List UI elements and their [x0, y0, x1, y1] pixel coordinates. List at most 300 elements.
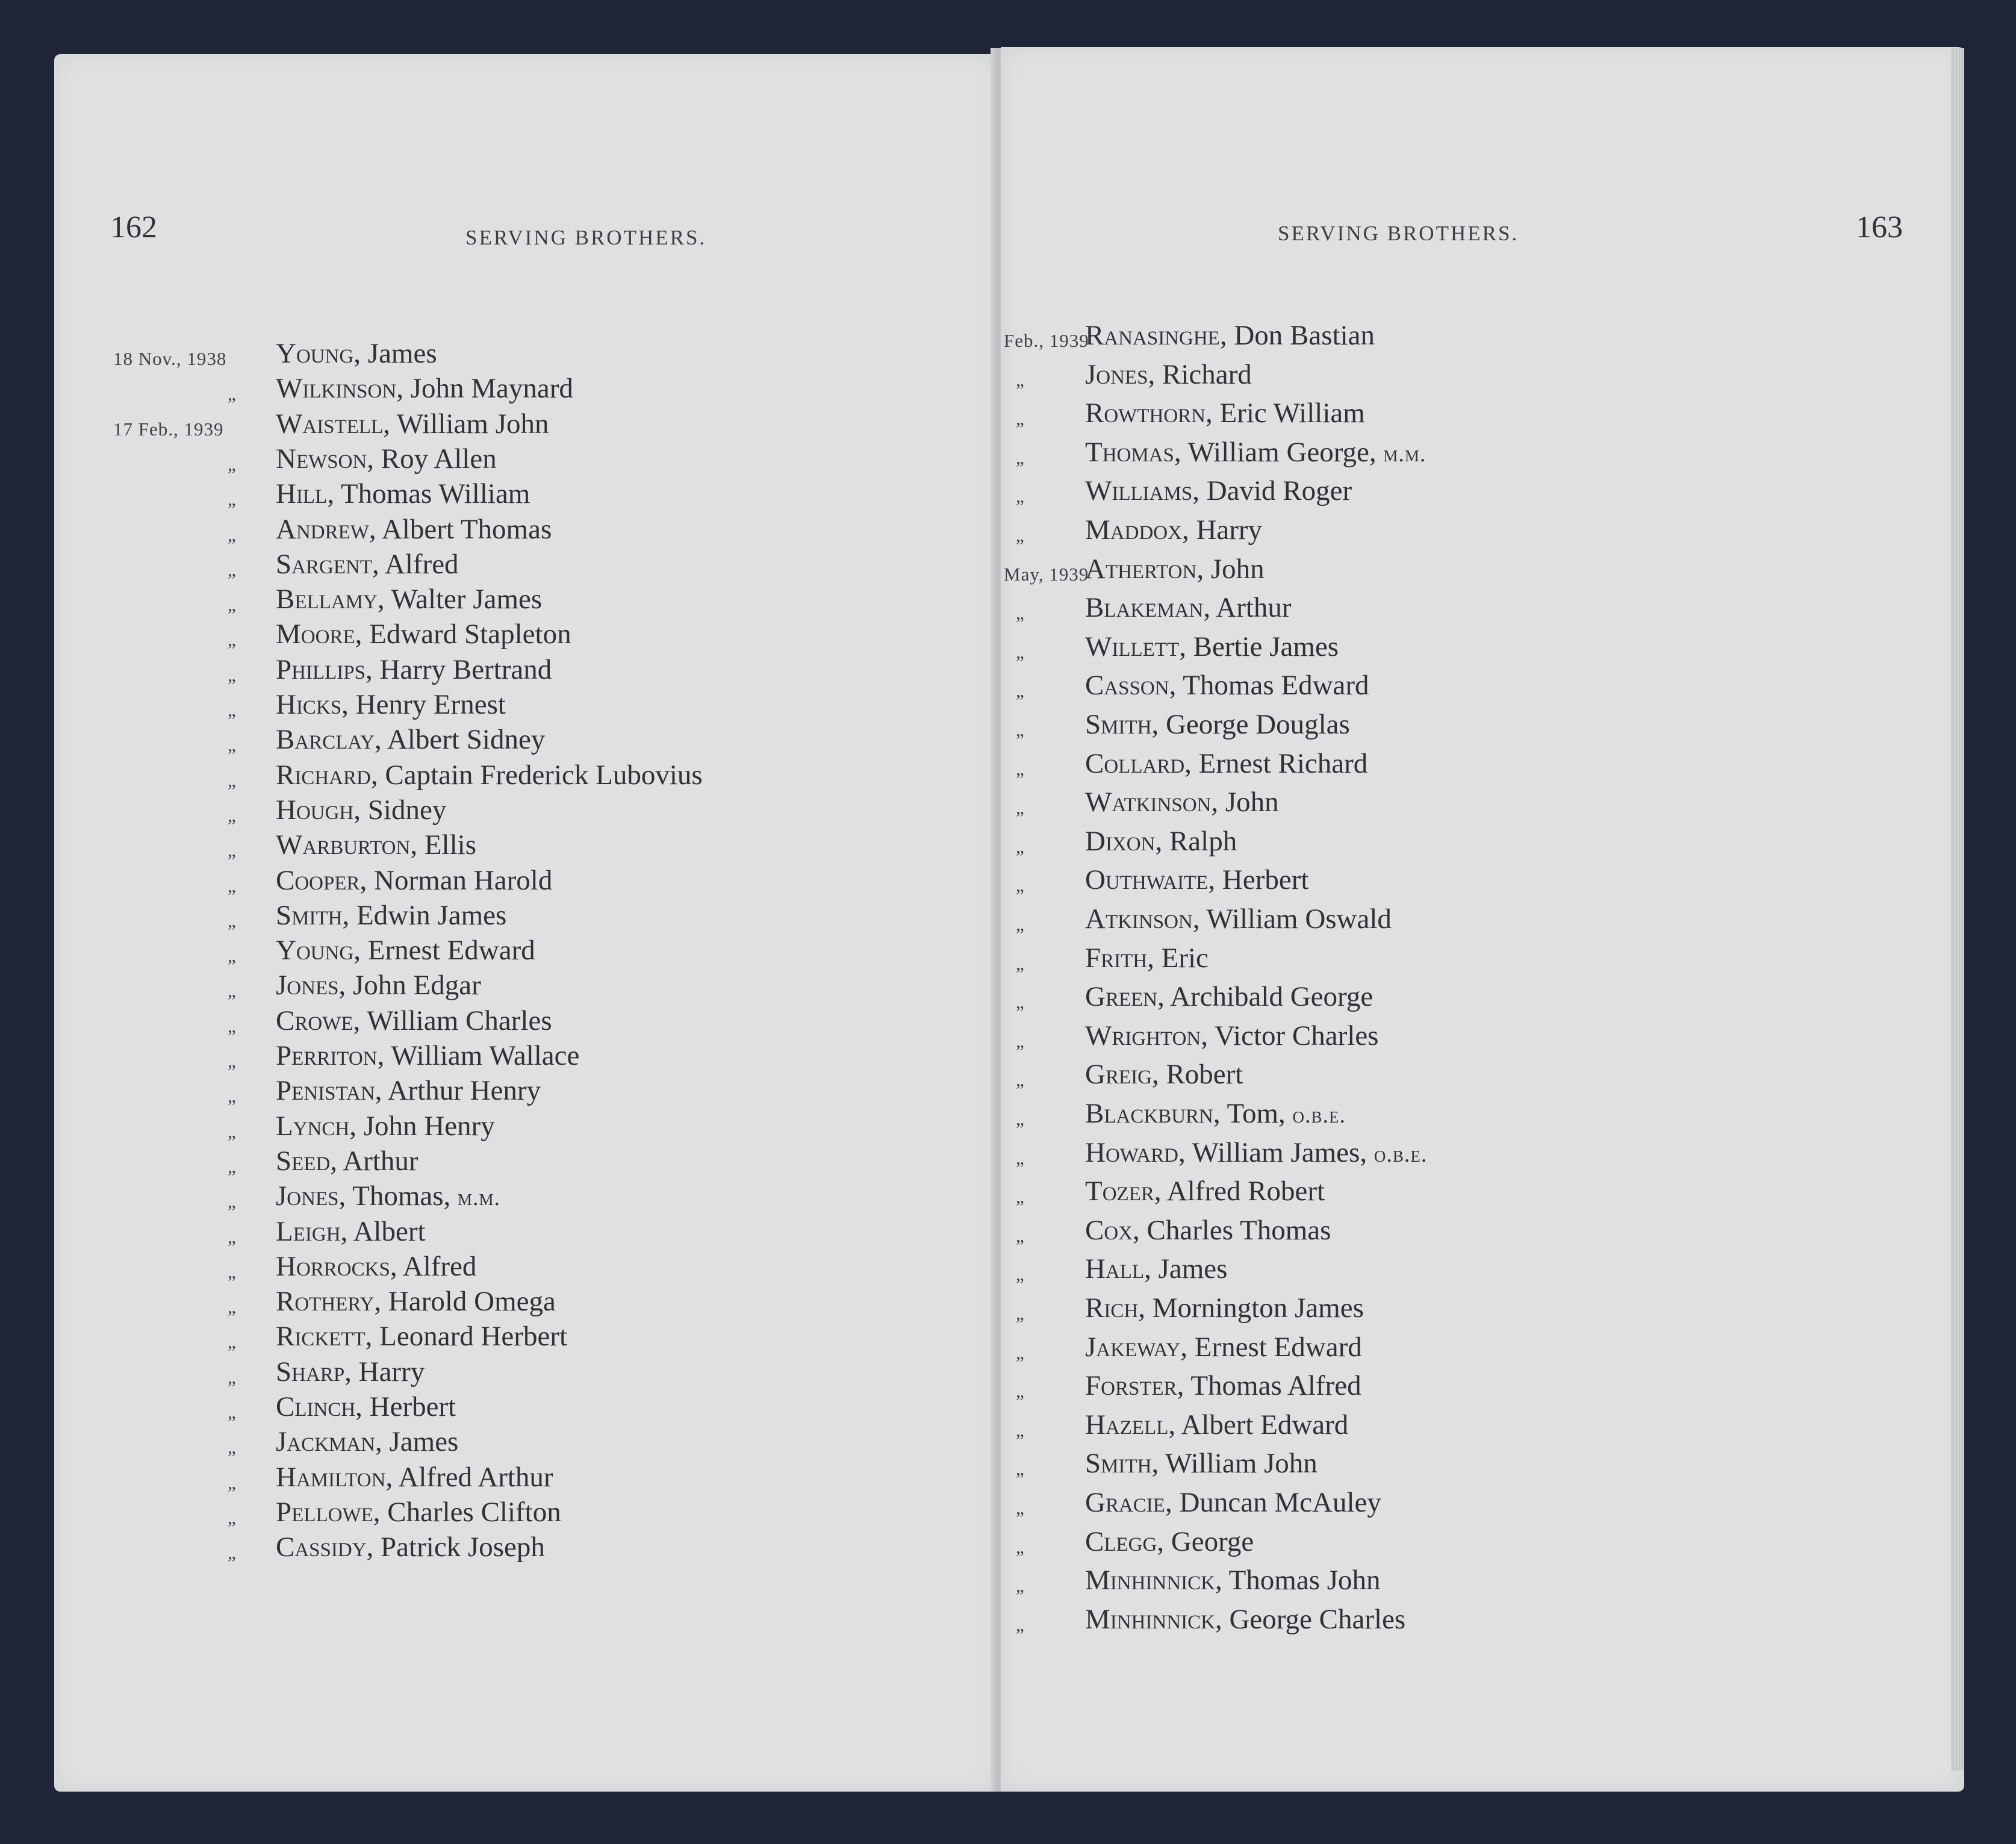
entry-surname: Hall	[1085, 1253, 1145, 1285]
entry-surname: Moore	[276, 618, 355, 650]
entry-given-names: Ralph	[1169, 825, 1237, 857]
entry-surname: Perriton	[276, 1040, 378, 1071]
entry-separator: ,	[1201, 1020, 1215, 1051]
entry-date: „	[228, 1542, 237, 1563]
entry-surname: Hill	[276, 478, 328, 510]
entry-given-names: James	[389, 1426, 459, 1458]
entry-date: „	[1016, 641, 1025, 662]
entry-date: „	[228, 1260, 237, 1282]
entry-separator: ,	[374, 1286, 388, 1318]
entry-date: „	[228, 909, 237, 931]
entry-given-names: George Douglas	[1165, 709, 1350, 740]
entry-given-names: Mornington James	[1152, 1292, 1364, 1324]
entry-name	[1085, 942, 1209, 974]
entry-name	[276, 1461, 553, 1494]
entry-surname: Gracie	[1085, 1487, 1165, 1518]
entry-given-names: Patrick Joseph	[381, 1531, 545, 1563]
entry-given-names: Bertie James	[1193, 631, 1339, 662]
entry-name	[1085, 1058, 1243, 1091]
entry-separator: ,	[355, 618, 370, 650]
entry-date: „	[1016, 602, 1025, 624]
entry-given-names: Archibald George	[1170, 981, 1374, 1013]
entry-date: „	[228, 769, 237, 791]
entry-surname: Maddox	[1085, 514, 1182, 546]
entry-name	[276, 1531, 545, 1563]
entry-name	[1085, 747, 1367, 780]
entry-surname: Collard	[1085, 747, 1185, 779]
entry-separator: ,	[1206, 397, 1220, 429]
entry-surname: Williams	[1085, 475, 1193, 507]
entry-separator: ,	[1174, 436, 1188, 468]
entry-given-names: Victor Charles	[1214, 1020, 1379, 1051]
entry-separator: ,	[327, 478, 341, 510]
entry-name	[1085, 1486, 1381, 1519]
page-number: 162	[110, 210, 157, 245]
entry-name	[1085, 475, 1352, 507]
entry-name	[276, 759, 703, 791]
entry-date: „	[1016, 1069, 1025, 1091]
entry-surname: Richard	[276, 759, 371, 791]
entry-date: „	[1016, 1419, 1025, 1441]
entry-given-names: Ellis	[424, 829, 476, 861]
entry-date: „	[228, 980, 237, 1001]
entry-given-names: William John	[1165, 1448, 1318, 1480]
entry-name	[1085, 1409, 1348, 1441]
entry-date: „	[228, 1226, 237, 1247]
entry-name	[276, 864, 552, 897]
entry-surname: Minhinnick	[1085, 1603, 1215, 1635]
entry-name	[1085, 397, 1365, 429]
entry-given-names: Eric William	[1219, 397, 1365, 429]
entry-given-names: David Roger	[1206, 475, 1352, 507]
entry-honour-space	[1286, 1098, 1293, 1129]
entry-given-names: James	[367, 338, 437, 369]
entry-given-names: Tom,	[1227, 1098, 1286, 1129]
entry-date: „	[1016, 485, 1025, 507]
entry-separator: ,	[367, 443, 381, 475]
entry-name	[276, 1005, 552, 1037]
entry-date: „	[228, 453, 237, 475]
entry-date: „	[1016, 719, 1025, 740]
entry-given-names: John	[1225, 787, 1279, 818]
entry-surname: Tozer	[1085, 1176, 1154, 1207]
entry-separator: ,	[1144, 1253, 1159, 1285]
entry-date: „	[228, 558, 237, 580]
entry-given-names: Walter James	[391, 584, 543, 615]
entry-date: „	[228, 629, 237, 650]
entry-date: „	[228, 594, 237, 615]
entry-date: „	[1016, 991, 1025, 1013]
entry-surname: Penistan	[276, 1075, 375, 1107]
entry-name	[276, 1496, 561, 1528]
entry-honour-space	[1367, 1137, 1374, 1168]
entry-name	[1085, 631, 1339, 663]
entry-honour: o.b.e.	[1374, 1141, 1428, 1167]
entry-date: „	[228, 664, 237, 685]
entry-separator: ,	[1179, 631, 1193, 662]
entry-surname: Waistell	[276, 408, 384, 440]
entry-surname: Bellamy	[276, 584, 378, 615]
entry-given-names: Harry	[1196, 514, 1263, 546]
entry-surname: Jackman	[276, 1426, 375, 1458]
entry-separator: ,	[1196, 553, 1211, 585]
entry-surname: Cassidy	[276, 1531, 367, 1563]
entry-date: „	[1016, 1147, 1025, 1168]
entry-name	[276, 934, 535, 967]
entry-given-names: Arthur	[343, 1145, 418, 1177]
entry-separator: ,	[375, 1075, 388, 1107]
entry-surname: Crowe	[276, 1005, 353, 1036]
entry-name	[276, 1215, 426, 1248]
entry-name	[1085, 1097, 1346, 1130]
entry-date: „	[1016, 525, 1025, 546]
entry-surname: Rickett	[276, 1321, 366, 1353]
entry-separator: ,	[340, 1215, 353, 1247]
entry-name	[1085, 1214, 1331, 1247]
entry-given-names: Robert	[1166, 1059, 1243, 1091]
entry-given-names: William George,	[1187, 436, 1377, 468]
entry-given-names: Leonard Herbert	[379, 1321, 568, 1353]
entry-surname: Newson	[276, 443, 367, 475]
entry-name	[276, 408, 549, 440]
entry-name	[1085, 319, 1375, 352]
entry-surname: Blakeman	[1085, 592, 1204, 624]
entry-separator: ,	[1211, 787, 1225, 818]
entry-given-names: Alfred	[402, 1250, 477, 1282]
entry-separator: ,	[365, 1321, 380, 1353]
entry-surname: Rowthorn	[1085, 397, 1206, 429]
entry-separator: ,	[1192, 475, 1207, 507]
entry-separator: ,	[349, 1110, 364, 1142]
entry-date: „	[228, 734, 237, 756]
entry-given-names: William Wallace	[391, 1040, 580, 1071]
entry-separator: ,	[372, 548, 385, 580]
entry-honour-space	[450, 1180, 458, 1212]
entry-name	[1085, 786, 1279, 818]
entry-name	[276, 1425, 458, 1458]
entry-separator: ,	[1157, 1525, 1171, 1557]
entry-name	[1085, 864, 1308, 896]
entry-given-names: Thomas Alfred	[1190, 1370, 1361, 1402]
entry-surname: Wrighton	[1085, 1020, 1201, 1051]
entry-date: „	[228, 523, 237, 545]
entry-given-names: George Charles	[1229, 1603, 1406, 1635]
entry-name	[276, 1145, 418, 1177]
entry-name	[276, 583, 542, 615]
entry-name	[276, 1110, 495, 1142]
entry-surname: Jakeway	[1085, 1331, 1181, 1363]
entry-date: „	[1016, 446, 1025, 468]
entry-separator: ,	[1215, 1565, 1229, 1596]
entry-date: „	[228, 1366, 237, 1388]
entry-name	[1085, 1292, 1364, 1324]
entry-surname: Frith	[1085, 942, 1148, 974]
entry-given-names: Harry	[358, 1356, 425, 1388]
entry-name	[276, 899, 506, 932]
entry-date: „	[228, 1471, 237, 1493]
entry-surname: Sargent	[276, 548, 372, 580]
entry-separator: ,	[383, 408, 397, 440]
entry-date: „	[228, 804, 237, 826]
entry-separator: ,	[353, 1005, 367, 1036]
entry-surname: Thomas	[1085, 436, 1174, 468]
entry-given-names: Richard	[1162, 358, 1252, 390]
entry-separator: ,	[1148, 358, 1162, 390]
entry-separator: ,	[1138, 1292, 1153, 1324]
entry-given-names: Roy Allen	[381, 443, 497, 475]
entry-surname: Howard	[1085, 1136, 1178, 1168]
entry-given-names: Harry Bertrand	[379, 653, 552, 685]
entry-given-names: William Oswald	[1206, 903, 1392, 935]
entry-name	[276, 653, 552, 686]
entry-name	[1085, 591, 1292, 624]
entry-separator: ,	[338, 1180, 353, 1212]
entry-date: „	[228, 1155, 237, 1177]
entry-date: „	[228, 488, 237, 510]
entry-given-names: Ernest Richard	[1198, 747, 1368, 779]
entry-date: Feb., 1939	[1004, 330, 1089, 351]
entry-date: „	[228, 383, 237, 405]
entry-surname: Green	[1085, 981, 1158, 1013]
entry-given-names: William John	[396, 408, 549, 440]
entry-date: „	[1016, 369, 1025, 390]
entry-date: „	[1016, 1497, 1025, 1518]
entry-surname: Jones	[276, 970, 339, 1001]
entry-separator: ,	[375, 724, 387, 756]
entry-name	[1085, 436, 1426, 469]
entry-separator: ,	[342, 899, 356, 931]
entry-name	[276, 618, 571, 650]
entry-separator: ,	[338, 970, 353, 1001]
entry-date: „	[1016, 1030, 1025, 1051]
entry-given-names: Duncan McAuley	[1179, 1487, 1381, 1518]
entry-given-names: Ernest Edward	[367, 935, 535, 967]
entry-surname: Rich	[1085, 1292, 1139, 1324]
entry-surname: Dixon	[1085, 825, 1156, 857]
entry-given-names: John	[1210, 553, 1265, 585]
entry-date: „	[1016, 758, 1025, 779]
entry-date: „	[228, 1296, 237, 1318]
entry-date: „	[228, 1401, 237, 1422]
entry-name	[276, 443, 497, 475]
entry-separator: ,	[1147, 942, 1162, 974]
entry-given-names: Norman Harold	[374, 864, 553, 896]
entry-date: „	[228, 1191, 237, 1212]
entry-surname: Seed	[276, 1145, 331, 1177]
entry-date: „	[228, 874, 237, 896]
entry-separator: ,	[1178, 1136, 1192, 1168]
page-edges	[1951, 48, 1964, 1771]
entry-name	[276, 1180, 500, 1212]
entry-given-names: Eric	[1161, 942, 1209, 974]
entry-honour-space	[1377, 437, 1384, 468]
entry-surname: Clegg	[1085, 1525, 1157, 1557]
entry-given-names: Captain Frederick Lubovius	[385, 759, 703, 791]
entry-separator: ,	[375, 1426, 390, 1458]
entry-given-names: Thomas William	[340, 478, 530, 510]
entry-separator: ,	[1151, 1059, 1166, 1091]
entry-name	[1085, 669, 1369, 702]
left-page	[54, 54, 998, 1792]
entry-separator: ,	[341, 689, 356, 720]
entry-separator: ,	[344, 1356, 359, 1388]
entry-name	[276, 1250, 476, 1283]
entry-surname: Hamilton	[276, 1461, 386, 1493]
entry-date: „	[1016, 1575, 1025, 1596]
running-head: SERVING BROTHERS.	[1278, 222, 1519, 245]
entry-date: „	[228, 1331, 237, 1353]
entry-given-names: John Maynard	[410, 373, 573, 405]
entry-surname: Ranasinghe	[1085, 320, 1220, 351]
entry-name	[276, 372, 573, 405]
entry-name	[1085, 1525, 1254, 1558]
entry-date: „	[228, 839, 237, 861]
entry-honour: o.b.e.	[1292, 1103, 1346, 1128]
entry-separator: ,	[1133, 1214, 1147, 1246]
entry-date: „	[228, 1050, 237, 1071]
entry-separator: ,	[1155, 825, 1169, 857]
entry-given-names: Edward Stapleton	[369, 618, 571, 650]
entry-given-names: Thomas John	[1228, 1565, 1381, 1596]
entry-date: May, 1939	[1004, 563, 1089, 585]
entry-date: „	[1016, 1224, 1025, 1246]
entry-honour: m.m.	[1383, 441, 1426, 467]
entry-name	[1085, 514, 1262, 546]
entry-surname: Leigh	[276, 1215, 341, 1247]
entry-surname: Cooper	[276, 864, 360, 896]
entry-surname: Jones	[1085, 358, 1148, 390]
entry-name	[1085, 1253, 1227, 1285]
entry-name	[1085, 980, 1373, 1013]
entry-surname: Smith	[1085, 709, 1152, 740]
entry-given-names: Albert	[353, 1215, 426, 1247]
entry-given-names: Thomas,	[352, 1180, 451, 1212]
right-page	[1001, 47, 1964, 1792]
entry-date: „	[1016, 408, 1025, 429]
entry-date: 17 Feb., 1939	[113, 418, 224, 440]
entry-separator: ,	[410, 829, 425, 861]
entry-separator: ,	[1215, 1603, 1230, 1635]
entry-honour: m.m.	[458, 1185, 501, 1211]
entry-separator: ,	[1165, 1487, 1180, 1518]
entry-surname: Atherton	[1085, 553, 1197, 585]
entry-surname: Young	[276, 935, 354, 967]
entry-date: „	[228, 945, 237, 967]
entry-separator: ,	[1181, 514, 1196, 546]
entry-separator: ,	[353, 338, 368, 369]
running-head: SERVING BROTHERS.	[465, 226, 707, 249]
entry-given-names: Henry Ernest	[355, 689, 506, 720]
entry-name	[1085, 1564, 1381, 1596]
entry-name	[276, 794, 446, 826]
entry-given-names: William James,	[1192, 1136, 1367, 1168]
entry-date: „	[1016, 797, 1025, 818]
entry-separator: ,	[1203, 592, 1216, 624]
entry-name	[1085, 708, 1350, 741]
entry-surname: Willett	[1085, 631, 1180, 662]
entry-date: „	[1016, 1108, 1025, 1129]
entry-name	[276, 337, 437, 370]
entry-date: „	[228, 1085, 237, 1107]
entry-surname: Young	[276, 338, 354, 369]
entry-surname: Horrocks	[276, 1250, 390, 1282]
entry-surname: Barclay	[276, 724, 375, 756]
entry-name	[276, 829, 476, 861]
entry-separator: ,	[1213, 1098, 1227, 1129]
entry-surname: Clinch	[276, 1391, 356, 1422]
entry-given-names: Edwin James	[356, 899, 507, 931]
entry-separator: ,	[396, 373, 411, 405]
entry-given-names: Arthur	[1216, 592, 1292, 624]
entry-separator: ,	[1168, 1409, 1181, 1441]
entry-separator: ,	[377, 1040, 391, 1071]
entry-given-names: Ernest Edward	[1194, 1331, 1362, 1363]
entry-surname: Rothery	[276, 1286, 375, 1318]
entry-surname: Hicks	[276, 689, 342, 720]
entry-separator: ,	[1157, 981, 1171, 1013]
entry-surname: Forster	[1085, 1370, 1177, 1402]
entry-surname: Cox	[1085, 1214, 1133, 1246]
entry-surname: Phillips	[276, 653, 366, 685]
entry-date: „	[1016, 1303, 1025, 1324]
entry-name	[1085, 1447, 1318, 1480]
entry-surname: Sharp	[276, 1356, 345, 1388]
entry-surname: Lynch	[276, 1110, 350, 1142]
entry-date: „	[1016, 680, 1025, 702]
entry-surname: Andrew	[276, 513, 369, 545]
entry-given-names: Arthur Henry	[387, 1075, 541, 1107]
entry-surname: Outhwaite	[1085, 864, 1209, 896]
entry-name	[1085, 553, 1265, 585]
entry-name	[276, 969, 481, 1001]
entry-surname: Casson	[1085, 670, 1169, 702]
entry-separator: ,	[359, 864, 375, 896]
entry-given-names: James	[1158, 1253, 1228, 1285]
entry-name	[1085, 903, 1392, 935]
entry-name	[1085, 1603, 1405, 1636]
entry-surname: Warburton	[276, 829, 411, 861]
entry-surname: Blackburn	[1085, 1098, 1213, 1129]
entry-separator: ,	[1192, 903, 1207, 935]
entry-separator: ,	[366, 1531, 381, 1563]
entry-separator: ,	[373, 1496, 388, 1528]
entry-name	[1085, 825, 1237, 858]
entry-separator: ,	[1169, 670, 1183, 702]
entry-surname: Jones	[276, 1180, 339, 1212]
entry-date: „	[228, 699, 237, 720]
entry-separator: ,	[353, 935, 368, 967]
entry-given-names: Albert Thomas	[381, 513, 552, 545]
entry-surname: Greig	[1085, 1059, 1152, 1091]
entry-given-names: Herbert	[369, 1391, 456, 1422]
entry-date: „	[1016, 874, 1025, 896]
entry-date: „	[1016, 1263, 1025, 1285]
entry-surname: Wilkinson	[276, 373, 397, 405]
entry-date: „	[228, 1436, 237, 1458]
entry-date: „	[228, 1015, 237, 1036]
entry-name	[1085, 358, 1252, 391]
entry-name	[276, 1074, 541, 1107]
entry-given-names: John Edgar	[352, 970, 481, 1001]
entry-surname: Hazell	[1085, 1409, 1169, 1441]
entry-name	[1085, 1175, 1325, 1207]
entry-separator: ,	[365, 653, 380, 685]
entry-date: „	[1016, 914, 1025, 935]
entry-given-names: Herbert	[1222, 864, 1309, 896]
entry-date: „	[1016, 952, 1025, 974]
entry-separator: ,	[355, 1391, 370, 1422]
entry-date: „	[1016, 1186, 1025, 1207]
